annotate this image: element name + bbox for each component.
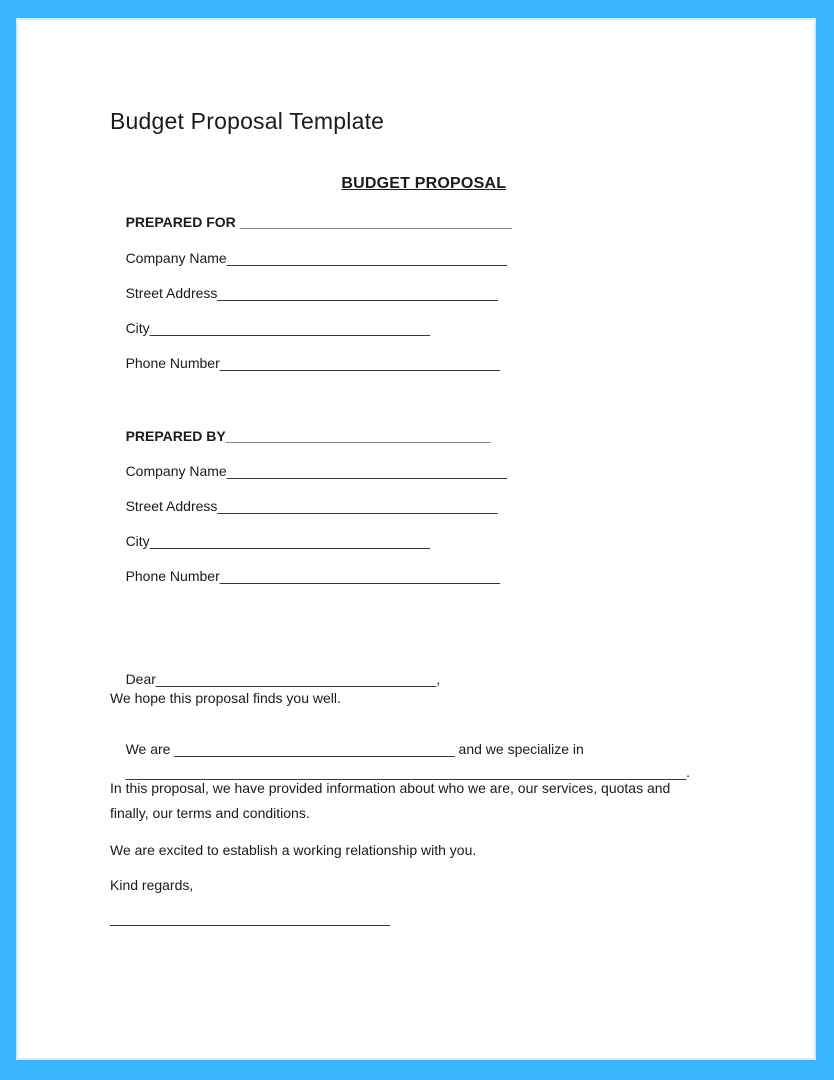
sign-off: Kind regards, [110, 877, 194, 893]
we-are-suffix: and we specialize in [454, 741, 584, 757]
specialize-blank-line: ________________________________________________________________________ [125, 764, 687, 780]
street-address-label: Street Address [125, 498, 218, 514]
phone-number-label: Phone Number [125, 355, 220, 371]
phone-number-label: Phone Number [125, 568, 220, 584]
budget-proposal-heading-text: BUDGET PROPOSAL [341, 175, 507, 192]
city-blank-line: ____________________________________ [149, 320, 430, 336]
city-label: City [125, 320, 150, 336]
specialize-period: . [686, 764, 691, 780]
document-page [18, 20, 814, 1058]
city-blank-line: ____________________________________ [149, 533, 430, 549]
field-row-phone-number [110, 552, 500, 600]
field-row-phone-number [110, 339, 500, 387]
signature-blank-line: ____________________________________ [110, 910, 391, 926]
dear-comma: , [436, 671, 441, 687]
we-are-label: We are [125, 741, 171, 757]
city-label: City [125, 533, 150, 549]
proposal-body-paragraph: In this proposal, we have provided information about who we are, our services, quotas and finally, our terms and conditions. [110, 780, 671, 821]
greeting-line: We hope this proposal finds you well. [110, 690, 341, 706]
company-name-blank-line: ____________________________________ [226, 463, 508, 479]
prepared-for-label: PREPARED FOR [125, 214, 236, 230]
closing-line: We are excited to establish a working relationship with you. [110, 842, 477, 858]
dear-label: Dear [125, 671, 156, 687]
company-name-label: Company Name [125, 463, 227, 479]
street-address-label: Street Address [125, 285, 218, 301]
prepared-by-label: PREPARED BY [125, 428, 226, 444]
prepared-by-blank-line: __________________________________ [225, 428, 491, 444]
company-name-label: Company Name [125, 250, 227, 266]
street-address-blank-line: ____________________________________ [217, 285, 498, 301]
street-address-blank-line: ____________________________________ [217, 498, 498, 514]
prepared-for-blank-line: ___________________________________ [235, 214, 513, 230]
page-title: Budget Proposal Template [110, 108, 385, 134]
company-name-blank-line: ____________________________________ [226, 250, 508, 266]
phone-number-blank-line: ____________________________________ [219, 355, 501, 371]
phone-number-blank-line: ____________________________________ [219, 568, 501, 584]
we-are-blank-line: ____________________________________ [170, 741, 455, 757]
dear-blank-line: ____________________________________ [155, 671, 437, 687]
